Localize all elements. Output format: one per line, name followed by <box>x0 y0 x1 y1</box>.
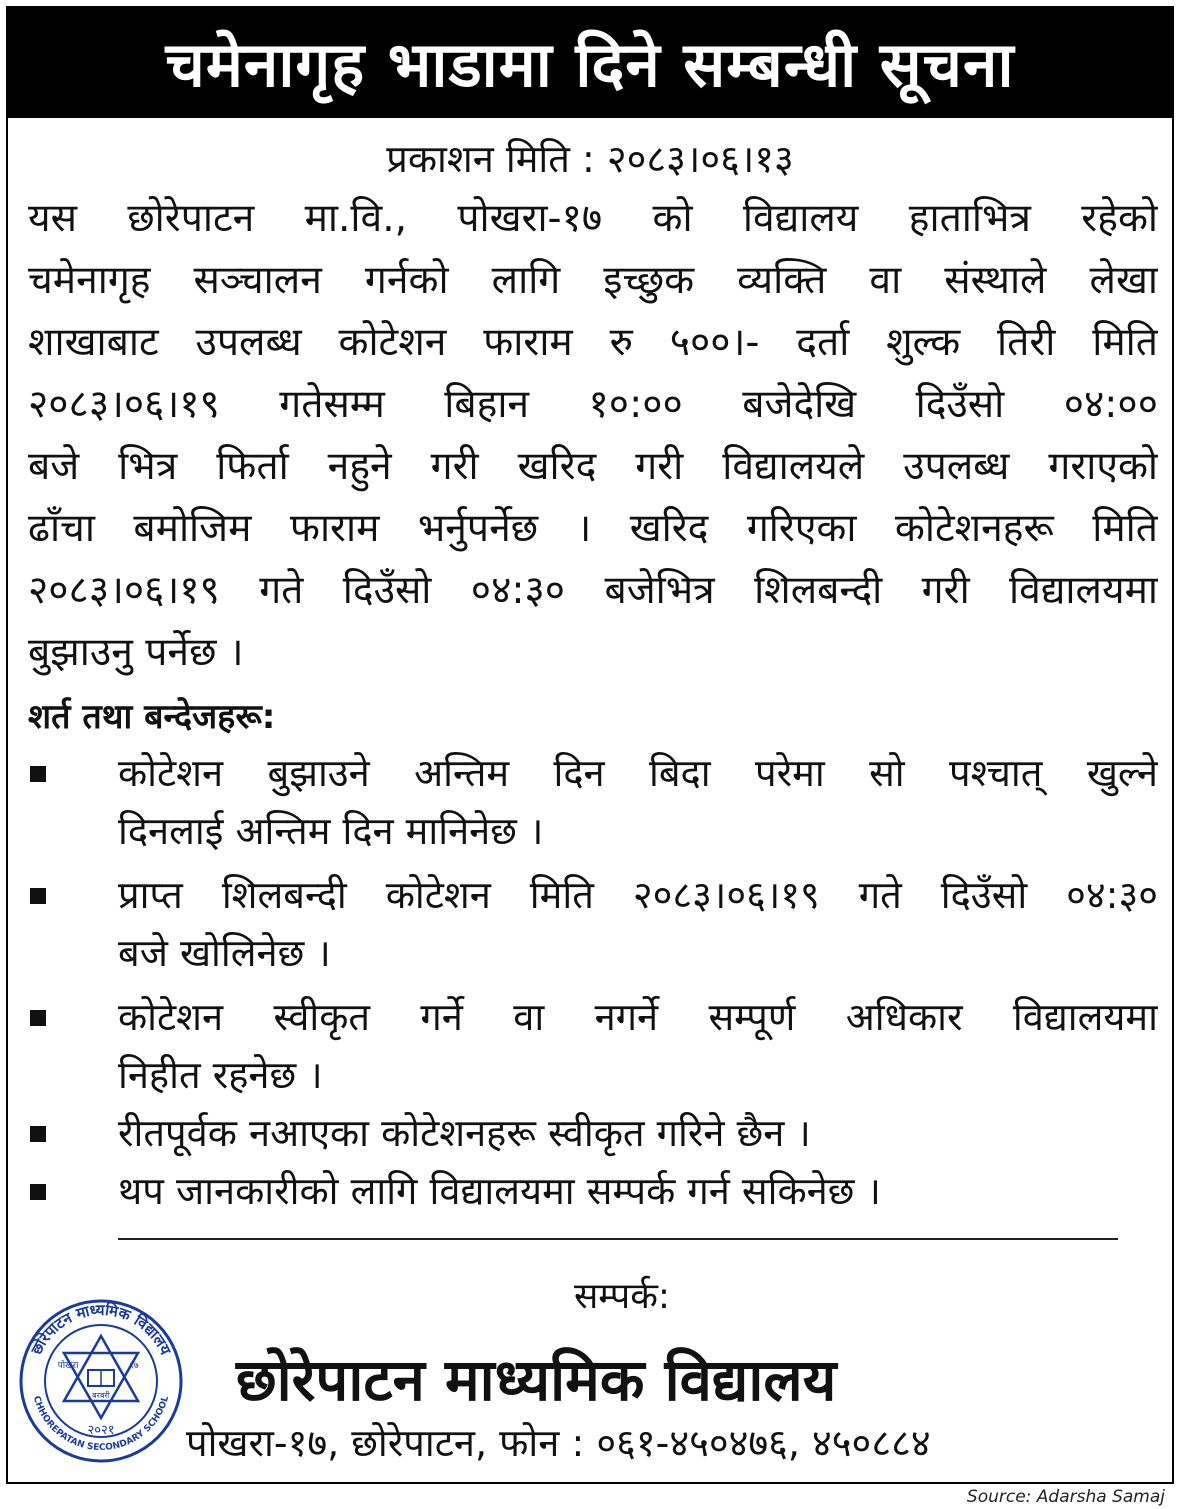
paragraph-line: बुझाउनु पर्नेछ । <box>28 630 244 675</box>
terms-heading: शर्त तथा बन्देजहरू: <box>28 697 276 737</box>
paragraph-line: २०८३।०६।१९ गते दिउँसो ०४:३० बजेभित्र शिलबन्दी गरी विद्यालयमा <box>28 568 1158 613</box>
bullet-square-icon <box>30 888 46 904</box>
contact-label: सम्पर्क: <box>573 1276 671 1317</box>
divider-line <box>118 1238 1118 1240</box>
title-bar <box>8 8 1172 118</box>
term-line: थप जानकारीको लागि विद्यालयमा सम्पर्क गर्न सकिनेछ । <box>118 1169 881 1213</box>
notice-title: चमेनागृह भाडामा दिने सम्बन्धी सूचना <box>165 28 1015 101</box>
bullet-square-icon <box>30 1184 46 1200</box>
seal-left-text: पोखरा <box>57 1361 79 1371</box>
seal-top-text: छोरेपाटन माध्यमिक विद्यालय <box>27 1300 175 1358</box>
term-item <box>8 1162 1176 1220</box>
seal-right-text: १७ <box>129 1361 139 1371</box>
term-item <box>8 988 1176 1104</box>
school-seal-icon <box>18 1298 184 1464</box>
paragraph-line: चमेनागृह सञ्चालन गर्नको लागि इच्छुक व्यक्ति वा संस्थाले लेखा <box>28 258 1158 303</box>
paragraph-line: २०८३।०६।१९ गतेसम्म बिहान १०:०० बजेदेखि दिउँसो ०४:०० <box>28 382 1158 427</box>
seal-center-text: बरबरी <box>92 1391 110 1400</box>
notice <box>6 6 1174 1484</box>
school-address: पोखरा-१७, छोरेपाटन, फोन : ०६१-४५०४७६, ४५०८८४ <box>186 1421 931 1465</box>
paragraph-line: यस छोरेपाटन मा.वि., पोखरा-१७ को विद्यालय हाताभित्र रहेको <box>28 196 1158 241</box>
bullet-square-icon <box>30 1010 46 1026</box>
term-item <box>8 1104 1176 1162</box>
terms-list <box>8 744 1176 1220</box>
term-line: प्राप्त शिलबन्दी कोटेशन मिति २०८३।०६।१९ गते दिउँसो ०४:३० <box>118 873 1158 917</box>
term-line: निहीत रहनेछ । <box>118 1053 323 1097</box>
term-line: कोटेशन स्वीकृत गर्ने वा नगर्ने सम्पूर्ण अधिकार विद्यालयमा <box>118 995 1158 1039</box>
notice-paragraph <box>28 188 1158 684</box>
paragraph-line: शाखाबाट उपलब्ध कोटेशन फाराम रु ५००।- दर्ता शुल्क तिरी मिति <box>28 320 1158 365</box>
seal-year: २०२१ <box>87 1423 115 1438</box>
source-credit: Source: Adarsha Samaj <box>966 1487 1165 1507</box>
paragraph-line: बजे भित्र फिर्ता नहुने गरी खरिद गरी विद्यालयले उपलब्ध गराएको <box>28 444 1158 489</box>
term-line: कोटेशन बुझाउने अन्तिम दिन बिदा परेमा सो पश्चात् खुल्ने <box>118 751 1158 795</box>
svg-text:छोरेपाटन माध्यमिक विद्यालय <box>27 1301 175 1359</box>
bullet-square-icon <box>30 766 46 782</box>
term-line: बजे खोलिनेछ । <box>118 931 331 975</box>
term-item <box>8 744 1176 860</box>
school-name: छोरेपाटन माध्यमिक विद्यालय <box>236 1346 837 1414</box>
term-item <box>8 866 1176 982</box>
paragraph-line: ढाँचा बमोजिम फाराम भर्नुपर्नेछ । खरिद गरिएका कोटेशनहरू मिति <box>28 506 1158 551</box>
publication-date: प्रकाशन मिति : २०८३।०६।१३ <box>386 137 794 181</box>
term-line: रीतपूर्वक नआएका कोटेशनहरू स्वीकृत गरिने छैन । <box>118 1111 811 1155</box>
seal-bottom-text: CHHOREPATAN SECONDARY SCHOOL <box>30 1394 172 1454</box>
bullet-square-icon <box>30 1126 46 1142</box>
term-line: दिनलाई अन्तिम दिन मानिनेछ । <box>118 809 544 853</box>
